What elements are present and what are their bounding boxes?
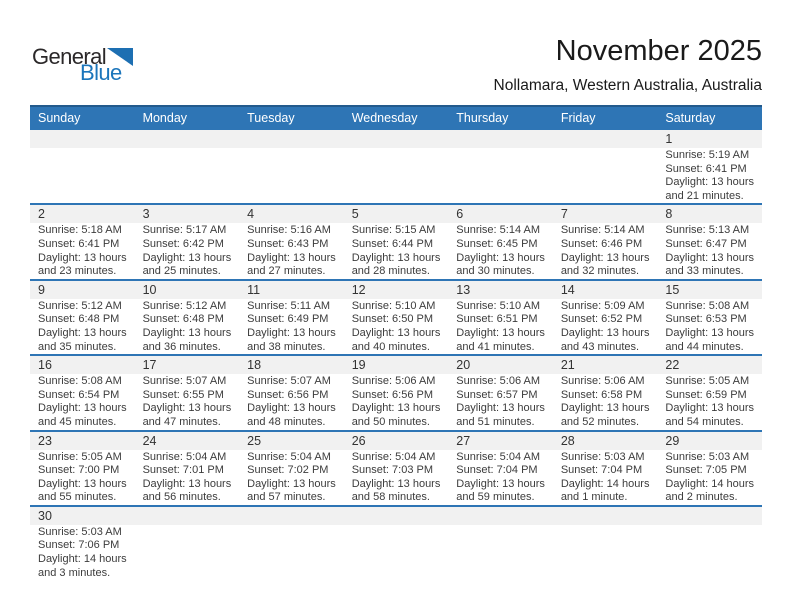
day-number: 19 — [344, 356, 449, 374]
day-number: 6 — [448, 205, 553, 223]
daylight-text: Daylight: 13 hours and 35 minutes. — [38, 326, 127, 353]
sunset-text: Sunset: 6:45 PM — [456, 237, 538, 250]
daylight-text: Daylight: 13 hours and 47 minutes. — [142, 402, 232, 428]
sunset-text: Sunset: 6:53 PM — [665, 313, 747, 326]
sunrise-text: Sunrise: 5:03 AM — [560, 450, 645, 463]
day-details — [30, 525, 135, 580]
day-details — [239, 450, 344, 505]
sunset-text: Sunset: 6:48 PM — [38, 313, 120, 326]
day-details — [553, 148, 658, 203]
weekday-header-row — [30, 106, 762, 130]
day-cell — [135, 204, 240, 279]
sunrise-text: Sunrise: 5:09 AM — [560, 299, 645, 312]
weekday-header-thursday: Thursday — [448, 106, 553, 130]
sunrise-text: Sunrise: 5:10 AM — [351, 299, 436, 312]
day-number: 8 — [657, 205, 762, 223]
weekday-header-monday: Monday — [135, 106, 240, 130]
sunrise-text: Sunrise: 5:19 AM — [665, 149, 750, 161]
day-details — [553, 374, 658, 429]
day-details — [344, 450, 449, 505]
empty-day-cell — [448, 130, 553, 204]
day-number — [135, 130, 240, 148]
sunrise-text: Sunrise: 5:14 AM — [560, 224, 645, 237]
day-cell — [448, 355, 553, 430]
sunrise-text: Sunrise: 5:06 AM — [560, 375, 645, 388]
sunset-text: Sunset: 7:04 PM — [456, 464, 538, 477]
day-details — [448, 148, 553, 203]
sunrise-text: Sunrise: 5:06 AM — [351, 375, 436, 388]
day-number — [30, 130, 135, 148]
daylight-text: Daylight: 13 hours and 30 minutes. — [456, 251, 545, 278]
day-number: 25 — [239, 432, 344, 450]
day-number: 13 — [448, 281, 553, 299]
day-details — [448, 223, 553, 278]
day-cell — [239, 355, 344, 430]
sunset-text: Sunset: 6:48 PM — [142, 313, 224, 326]
day-cell — [30, 280, 135, 355]
sunset-text: Sunset: 6:41 PM — [38, 237, 120, 250]
daylight-text: Daylight: 13 hours and 59 minutes. — [456, 477, 545, 504]
sunrise-text: Sunrise: 5:18 AM — [38, 224, 122, 237]
day-cell — [135, 355, 240, 430]
week-row — [30, 204, 762, 279]
day-number: 12 — [344, 281, 449, 299]
day-cell — [239, 280, 344, 355]
day-cell — [553, 280, 658, 355]
day-number: 18 — [239, 356, 344, 374]
day-details — [135, 525, 240, 580]
empty-day-cell — [239, 130, 344, 204]
sunset-text: Sunset: 6:54 PM — [38, 388, 120, 401]
sunrise-text: Sunrise: 5:05 AM — [38, 450, 122, 463]
day-details — [30, 374, 135, 429]
daylight-text: Daylight: 13 hours and 33 minutes. — [665, 251, 755, 278]
sunrise-text: Sunrise: 5:13 AM — [665, 224, 750, 237]
sunrise-text: Sunrise: 5:12 AM — [38, 299, 122, 312]
sunrise-text: Sunrise: 5:03 AM — [38, 525, 122, 538]
sunrise-text: Sunrise: 5:07 AM — [142, 375, 227, 388]
day-number: 23 — [30, 432, 135, 450]
weekday-header-wednesday: Wednesday — [344, 106, 449, 130]
day-details — [344, 374, 449, 429]
day-details — [135, 299, 240, 354]
sunset-text: Sunset: 6:58 PM — [560, 388, 643, 401]
day-cell — [30, 506, 135, 580]
day-details — [239, 525, 344, 580]
day-cell — [30, 431, 135, 506]
day-cell — [30, 204, 135, 279]
sunrise-text: Sunrise: 5:06 AM — [456, 375, 541, 388]
day-number — [344, 130, 449, 148]
daylight-text: Daylight: 13 hours and 50 minutes. — [351, 402, 441, 428]
day-details — [239, 223, 344, 278]
sunset-text: Sunset: 7:06 PM — [38, 539, 120, 552]
day-details — [135, 148, 240, 203]
sunrise-text: Sunrise: 5:17 AM — [142, 224, 227, 237]
day-number: 16 — [30, 356, 135, 374]
sunset-text: Sunset: 7:01 PM — [142, 464, 224, 477]
day-details — [553, 299, 658, 354]
day-details — [30, 299, 135, 354]
calendar — [30, 105, 762, 580]
sunrise-text: Sunrise: 5:07 AM — [247, 375, 331, 388]
sunset-text: Sunset: 7:00 PM — [38, 464, 120, 477]
page-title: November 2025 — [555, 35, 762, 67]
daylight-text: Daylight: 13 hours and 43 minutes. — [560, 326, 650, 353]
day-details — [239, 299, 344, 354]
sunset-text: Sunset: 6:42 PM — [142, 237, 224, 250]
sunset-text: Sunset: 6:46 PM — [560, 237, 643, 250]
sunset-text: Sunset: 7:02 PM — [247, 464, 329, 477]
day-number: 30 — [30, 507, 135, 525]
daylight-text: Daylight: 13 hours and 52 minutes. — [560, 402, 650, 428]
day-details — [657, 299, 762, 354]
day-details — [30, 148, 135, 203]
title-block — [494, 36, 763, 95]
day-cell — [344, 204, 449, 279]
day-details — [344, 525, 449, 580]
daylight-text: Daylight: 13 hours and 55 minutes. — [38, 477, 127, 504]
sunrise-text: Sunrise: 5:04 AM — [456, 450, 541, 463]
weekday-header-sunday: Sunday — [30, 106, 135, 130]
empty-day-cell — [135, 130, 240, 204]
day-details — [135, 450, 240, 505]
daylight-text: Daylight: 13 hours and 57 minutes. — [247, 477, 336, 504]
day-details — [553, 450, 658, 505]
sunset-text: Sunset: 7:03 PM — [351, 464, 434, 477]
sunset-text: Sunset: 6:49 PM — [247, 313, 329, 326]
day-number: 2 — [30, 205, 135, 223]
day-number — [239, 507, 344, 525]
sunrise-text: Sunrise: 5:12 AM — [142, 299, 227, 312]
day-cell — [553, 431, 658, 506]
day-number: 26 — [344, 432, 449, 450]
day-number: 10 — [135, 281, 240, 299]
empty-day-cell — [30, 130, 135, 204]
day-number — [239, 130, 344, 148]
day-cell — [344, 280, 449, 355]
sunrise-text: Sunrise: 5:15 AM — [351, 224, 436, 237]
day-number: 1 — [657, 130, 762, 148]
day-cell — [135, 431, 240, 506]
general-blue-logo — [32, 46, 162, 83]
logo-text-blue: Blue — [80, 60, 122, 85]
day-number: 11 — [239, 281, 344, 299]
day-number: 9 — [30, 281, 135, 299]
sunset-text: Sunset: 6:56 PM — [247, 388, 329, 401]
week-row — [30, 431, 762, 506]
daylight-text: Daylight: 13 hours and 38 minutes. — [247, 326, 336, 353]
empty-day-cell — [344, 130, 449, 204]
week-row — [30, 355, 762, 430]
sunrise-text: Sunrise: 5:08 AM — [665, 299, 750, 312]
weekday-header-tuesday: Tuesday — [239, 106, 344, 130]
daylight-text: Daylight: 14 hours and 2 minutes. — [665, 477, 755, 504]
sunset-text: Sunset: 6:51 PM — [456, 313, 538, 326]
day-number — [553, 130, 658, 148]
day-number: 29 — [657, 432, 762, 450]
day-number: 4 — [239, 205, 344, 223]
day-details — [239, 374, 344, 429]
day-cell — [657, 204, 762, 279]
day-number — [448, 507, 553, 525]
daylight-text: Daylight: 13 hours and 45 minutes. — [38, 402, 127, 428]
day-cell — [657, 130, 762, 204]
sunrise-text: Sunrise: 5:10 AM — [456, 299, 541, 312]
day-details — [448, 525, 553, 580]
daylight-text: Daylight: 13 hours and 58 minutes. — [351, 477, 441, 504]
day-number — [448, 130, 553, 148]
daylight-text: Daylight: 13 hours and 28 minutes. — [351, 251, 441, 278]
empty-day-cell — [448, 506, 553, 580]
empty-day-cell — [239, 506, 344, 580]
daylight-text: Daylight: 13 hours and 36 minutes. — [142, 326, 232, 353]
empty-day-cell — [135, 506, 240, 580]
sunset-text: Sunset: 6:56 PM — [351, 388, 434, 401]
day-number: 20 — [448, 356, 553, 374]
week-row — [30, 506, 762, 580]
sunset-text: Sunset: 6:59 PM — [665, 388, 747, 401]
empty-day-cell — [657, 506, 762, 580]
day-details — [239, 148, 344, 203]
day-number: 22 — [657, 356, 762, 374]
day-cell — [239, 431, 344, 506]
day-cell — [657, 355, 762, 430]
daylight-text: Daylight: 14 hours and 1 minute. — [560, 477, 650, 504]
daylight-text: Daylight: 13 hours and 48 minutes. — [247, 402, 336, 428]
calendar-table — [30, 105, 762, 580]
empty-day-cell — [344, 506, 449, 580]
weekday-header-friday: Friday — [553, 106, 658, 130]
sunrise-text: Sunrise: 5:05 AM — [665, 375, 750, 388]
daylight-text: Daylight: 13 hours and 56 minutes. — [142, 477, 232, 504]
day-details — [657, 223, 762, 278]
daylight-text: Daylight: 13 hours and 21 minutes. — [665, 176, 755, 202]
sunset-text: Sunset: 6:55 PM — [142, 388, 224, 401]
day-cell — [448, 280, 553, 355]
day-number: 17 — [135, 356, 240, 374]
day-cell — [239, 204, 344, 279]
day-number: 15 — [657, 281, 762, 299]
day-number: 24 — [135, 432, 240, 450]
daylight-text: Daylight: 13 hours and 51 minutes. — [456, 402, 545, 428]
day-cell — [344, 431, 449, 506]
empty-day-cell — [553, 506, 658, 580]
day-details — [344, 223, 449, 278]
sunrise-text: Sunrise: 5:04 AM — [247, 450, 331, 463]
day-details — [553, 525, 658, 580]
day-details — [553, 223, 658, 278]
day-number — [135, 507, 240, 525]
sunrise-text: Sunrise: 5:08 AM — [38, 375, 122, 388]
sunset-text: Sunset: 6:41 PM — [665, 162, 747, 175]
weekday-header-saturday: Saturday — [657, 106, 762, 130]
day-details — [344, 299, 449, 354]
location-subtitle: Nollamara, Western Australia, Australia — [493, 77, 762, 94]
sunrise-text: Sunrise: 5:11 AM — [247, 299, 331, 312]
day-cell — [135, 280, 240, 355]
day-cell — [553, 204, 658, 279]
day-details — [135, 223, 240, 278]
sunset-text: Sunset: 6:57 PM — [456, 388, 538, 401]
day-details — [657, 374, 762, 429]
sunrise-text: Sunrise: 5:14 AM — [456, 224, 541, 237]
day-details — [448, 450, 553, 505]
sunset-text: Sunset: 6:43 PM — [247, 237, 329, 250]
day-details — [448, 374, 553, 429]
day-details — [448, 299, 553, 354]
day-details — [657, 450, 762, 505]
day-details — [135, 374, 240, 429]
daylight-text: Daylight: 13 hours and 41 minutes. — [456, 326, 545, 353]
daylight-text: Daylight: 14 hours and 3 minutes. — [38, 553, 127, 579]
day-cell — [344, 355, 449, 430]
sunset-text: Sunset: 6:44 PM — [351, 237, 434, 250]
day-details — [344, 148, 449, 203]
daylight-text: Daylight: 13 hours and 27 minutes. — [247, 251, 336, 278]
sunset-text: Sunset: 7:04 PM — [560, 464, 643, 477]
daylight-text: Daylight: 13 hours and 40 minutes. — [351, 326, 441, 353]
day-number: 27 — [448, 432, 553, 450]
day-details — [30, 450, 135, 505]
daylight-text: Daylight: 13 hours and 32 minutes. — [560, 251, 650, 278]
daylight-text: Daylight: 13 hours and 54 minutes. — [665, 402, 755, 428]
day-number — [657, 507, 762, 525]
day-number — [553, 507, 658, 525]
daylight-text: Daylight: 13 hours and 44 minutes. — [665, 326, 755, 353]
day-cell — [657, 280, 762, 355]
sunrise-text: Sunrise: 5:03 AM — [665, 450, 750, 463]
day-cell — [657, 431, 762, 506]
day-number: 28 — [553, 432, 658, 450]
logo-text-general: General — [32, 44, 107, 69]
calendar-body — [30, 130, 762, 580]
day-number: 21 — [553, 356, 658, 374]
daylight-text: Daylight: 13 hours and 25 minutes. — [142, 251, 232, 278]
day-cell — [448, 204, 553, 279]
day-details — [657, 148, 762, 203]
day-number — [344, 507, 449, 525]
day-cell — [30, 355, 135, 430]
week-row — [30, 130, 762, 204]
day-details — [30, 223, 135, 278]
day-details — [657, 525, 762, 580]
day-number: 7 — [553, 205, 658, 223]
top-bar — [30, 0, 762, 105]
sunset-text: Sunset: 6:47 PM — [665, 237, 747, 250]
day-number: 5 — [344, 205, 449, 223]
sunset-text: Sunset: 6:52 PM — [560, 313, 643, 326]
daylight-text: Daylight: 13 hours and 23 minutes. — [38, 251, 127, 278]
sunrise-text: Sunrise: 5:04 AM — [351, 450, 436, 463]
sunset-text: Sunset: 6:50 PM — [351, 313, 434, 326]
sunrise-text: Sunrise: 5:16 AM — [247, 224, 331, 237]
day-cell — [553, 355, 658, 430]
week-row — [30, 280, 762, 355]
day-cell — [448, 431, 553, 506]
sunrise-text: Sunrise: 5:04 AM — [142, 450, 227, 463]
day-number: 3 — [135, 205, 240, 223]
sunset-text: Sunset: 7:05 PM — [665, 464, 747, 477]
day-number: 14 — [553, 281, 658, 299]
empty-day-cell — [553, 130, 658, 204]
